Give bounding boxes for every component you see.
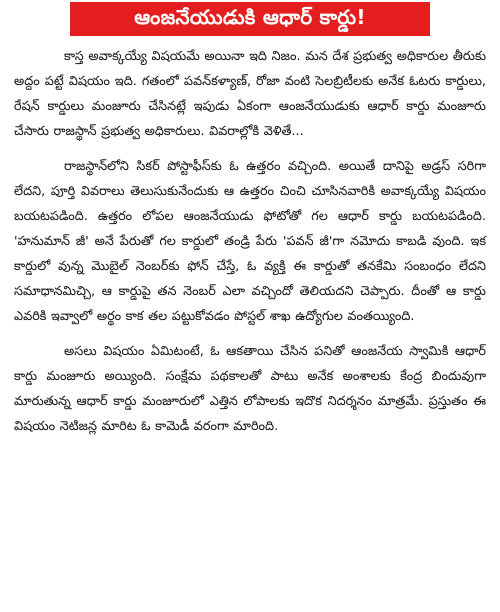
news-page <box>0 2 500 612</box>
article-body <box>14 44 486 439</box>
headline-text: ఆంజనేయుడుకి ఆధార్ కార్డు! <box>134 4 366 29</box>
article-paragraph-1: కాస్త అవాక్కయ్యే విషయమే అయినా ఇది నిజం. మన దేశ ప్రభుత్వ అధికారుల తీరుకు అద్దం పట్టే విషయం ఇది. గతంలో పవన్‌కళ్యాణ్, రోజా వంటి సెలబ్రిటీలకు అనేక ఓటరు కార్డులు, రేషన్ కార్డులు మంజూరు చేసినట్లే ఇపుడు ఏకంగా ఆంజనేయుడుకు ఆధార్ కార్డు మంజూరు చేసారు రాజస్థాన్ ప్రభుత్వ అధికారులు. వివరాల్లోకి వెళితే... <box>14 49 486 139</box>
headline-banner <box>70 2 430 36</box>
article-paragraph-3: అసలు విషయం ఏమిటంటే, ఓ ఆకతాయి చేసిన పనితో ఆంజనేయ స్వామికి ఆధార్ కార్డు మంజూరు అయ్యింది. సంక్షేమ పథకాలతో పాటు అనేక అంశాలకు కేంద్ర బిందువుగా మారుతున్న ఆధార్ కార్డు మంజూరులో ఎత్తిన లోపాలకు ఇదొక నిదర్శనం మాత్రమే. ప్రస్తుతం ఈ విషయం నెటిజన్ల మారిట ఓ కామెడీ వరంగా మారింది. <box>14 344 486 434</box>
article-paragraph-2: రాజస్థాన్‌లోని సికర్ పోస్టాఫీస్‌కు ఓ ఉత్తరం వచ్చింది. అయితే దానిపై అడ్రస్ సరిగా లేదని, పూర్తి వివరాలు తెలుసుకునేందుకు ఆ ఉత్తరం చించి చూసినవారికి అవాక్కయ్యే విషయం బయటపడింది. ఉత్తరం లోపల ఆంజనేయుడు ఫోటోతో గల ఆధార్ కార్డు బయటపడింది. 'హనుమాన్ జీ' అనే పేరుతో గల కార్డులో తండ్రి పేరు 'పవన్ జీ'గా నమోదు కాబడి వుంది. ఇక కార్డులో వున్న మొబైల్ నెంబర్‌కు ఫోన్ చేస్తే, ఓ వ్యక్తి ఈ కార్డుతో తనకేమి సంబంధం లేదని సమాధానమిచ్చి, ఆ కార్డుపై తన నెంబర్ ఎలా వచ్చిందో తెలియదని చెప్పారు. దీంతో ఆ కార్డు ఎవరికి ఇవ్వాలో అర్థం కాక తల పట్టుకోవడం పోస్టల్ శాఖ ఉద్యోగుల వంతయ్యింది. <box>14 159 486 324</box>
